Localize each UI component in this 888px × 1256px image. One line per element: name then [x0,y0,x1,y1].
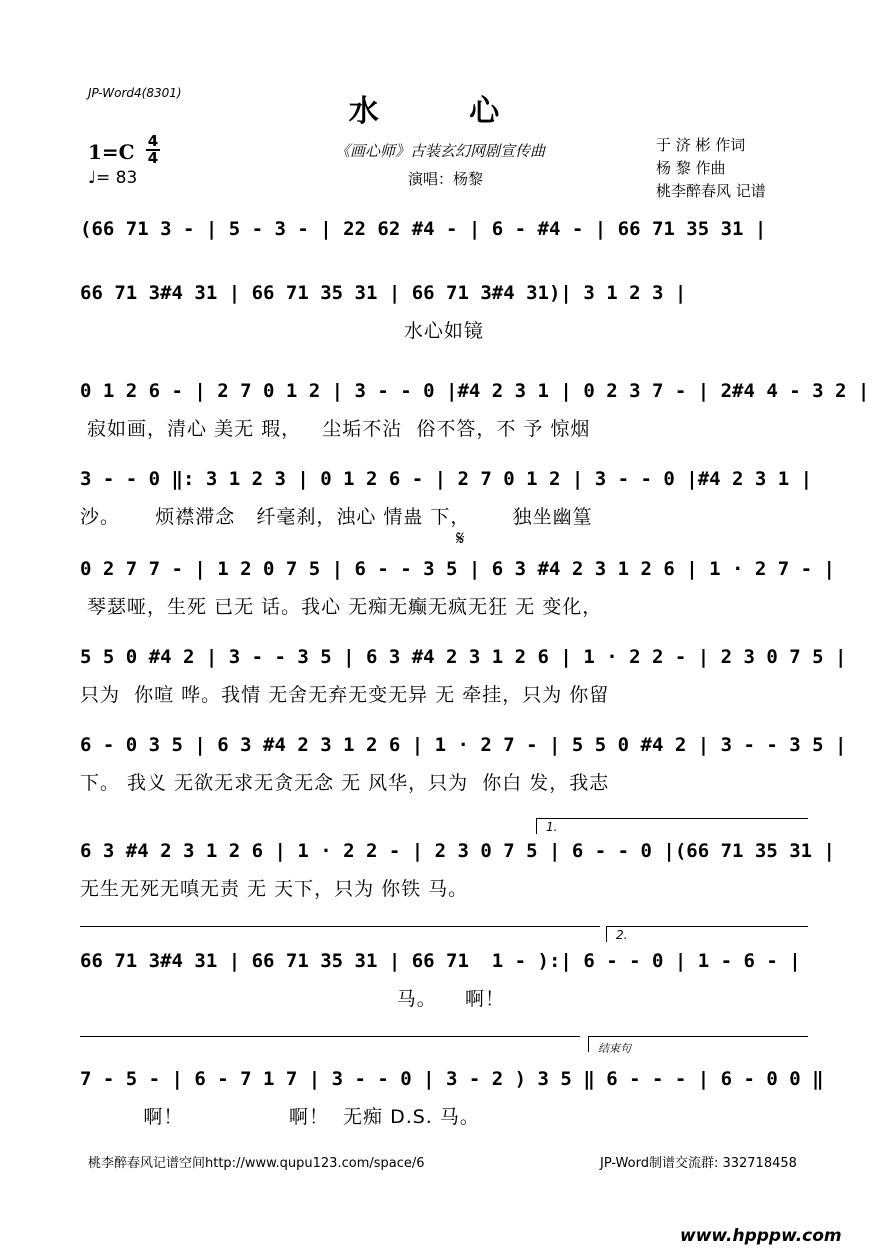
subtitle: 《画心师》古装玄幻网剧宣传曲 [335,142,546,160]
segno-sign: 𝄋 [456,526,465,550]
key-signature: 1=C [88,140,135,164]
composer: 杨 黎 作曲 [656,159,726,177]
notes: 66 71 3#4 31 | 66 71 35 31 | 66 71 3#4 31)| 3 1 2 3 | [80,282,687,304]
lyrics: 琴瑟哑，生死 已无 话。我心 无痴无癫无疯无狂 无 变化， [80,596,603,618]
notes: 66 71 3#4 31 | 66 71 35 31 | 66 71 1 - ):| 6 - - 0 | 1 - 6 - | [80,950,801,972]
notes: 0 2 7 7 - | 1 2 0 7 5 | 6 - - 3 5 | 6 3 #4 2 3 1 2 6 | 1 · 2 7 - | [80,558,835,580]
ending-label: 结束句 [598,1042,631,1055]
lyrics: 下。 我义 无欲无求无贪无念 无 风华，只为 你白 发，我志 [80,772,610,794]
lyrics: 无生无死无嗔无责 无 天下，只为 你铁 马。 [80,878,469,900]
song-title: 水 心 [348,94,540,129]
volta-1-bracket [536,818,808,819]
ending-bracket [588,1036,808,1037]
volta-1-hook [536,818,537,834]
lyrics: 寂如画，清心 美无 瑕， 尘垢不沾 俗不答，不 予 惊烟 [80,418,591,440]
lyrics: 沙。 烦襟滞念 纤毫刹，浊心 情蛊 下， 独坐幽篁 [80,506,593,528]
tempo-mark: ♩= 83 [88,168,138,188]
notes: 3 - - 0 ‖: 3 1 2 3 | 0 1 2 6 - | 2 7 0 1 2 | 3 - - 0 |#4 2 3 1 | [80,468,813,490]
footer-right: JP-Word制谱交流群: 332718458 [600,1156,797,1171]
time-signature [146,134,160,166]
lyrics: 马。 啊！ [80,988,505,1010]
notes: 0 1 2 6 - | 2 7 0 1 2 | 3 - - 0 |#4 2 3 1 | 0 2 3 7 - | 2#4 4 - 3 2 | [80,380,870,402]
notes: 6 3 #4 2 3 1 2 6 | 1 · 2 2 - | 2 3 0 7 5 | 6 - - 0 |(66 71 35 31 | [80,840,835,862]
watermark: www.hpppw.com [680,1226,842,1246]
notes: 6 - 0 3 5 | 6 3 #4 2 3 1 2 6 | 1 · 2 7 - | 5 5 0 #4 2 | 3 - - 3 5 | [80,734,847,756]
lyrics: 啊！ 啊！ 无痴 D.S. 马。 [80,1106,480,1128]
notes: (66 71 3 - | 5 - 3 - | 22 62 #4 - | 6 - #4 - | 66 71 35 31 | [80,218,767,240]
volta-1-continuation [80,926,600,927]
software-tag: JP-Word4(8301) [88,86,182,100]
volta-2-hook [606,926,607,942]
ending-hook [588,1036,589,1052]
volta-2-bracket [606,926,808,927]
footer-left: 桃李醉春风记谱空间http://www.qupu123.com/space/6 [88,1156,425,1171]
singer: 演唱：杨黎 [408,170,484,188]
lyrics: 水心如镜 [80,320,484,342]
volta-2-continuation [80,1036,580,1037]
volta-1-label: 1. [546,820,558,834]
lyricist: 于 济 彬 作词 [656,136,746,154]
time-sig-top: 4 [147,132,159,150]
transcriber: 桃李醉春风 记谱 [656,182,766,200]
time-sig-bottom: 4 [147,149,159,167]
notes: 5 5 0 #4 2 | 3 - - 3 5 | 6 3 #4 2 3 1 2 6 | 1 · 2 2 - | 2 3 0 7 5 | [80,646,847,668]
volta-2-label: 2. [616,928,628,942]
lyrics: 只为 你喧 哗。我情 无舍无弃无变无异 无 牵挂，只为 你留 [80,684,610,706]
notes: 7 - 5 - | 6 - 7 1 7 | 3 - - 0 | 3 - 2 ) 3 5 ‖ 6 - - - | 6 - 0 0 ‖ [80,1068,824,1090]
